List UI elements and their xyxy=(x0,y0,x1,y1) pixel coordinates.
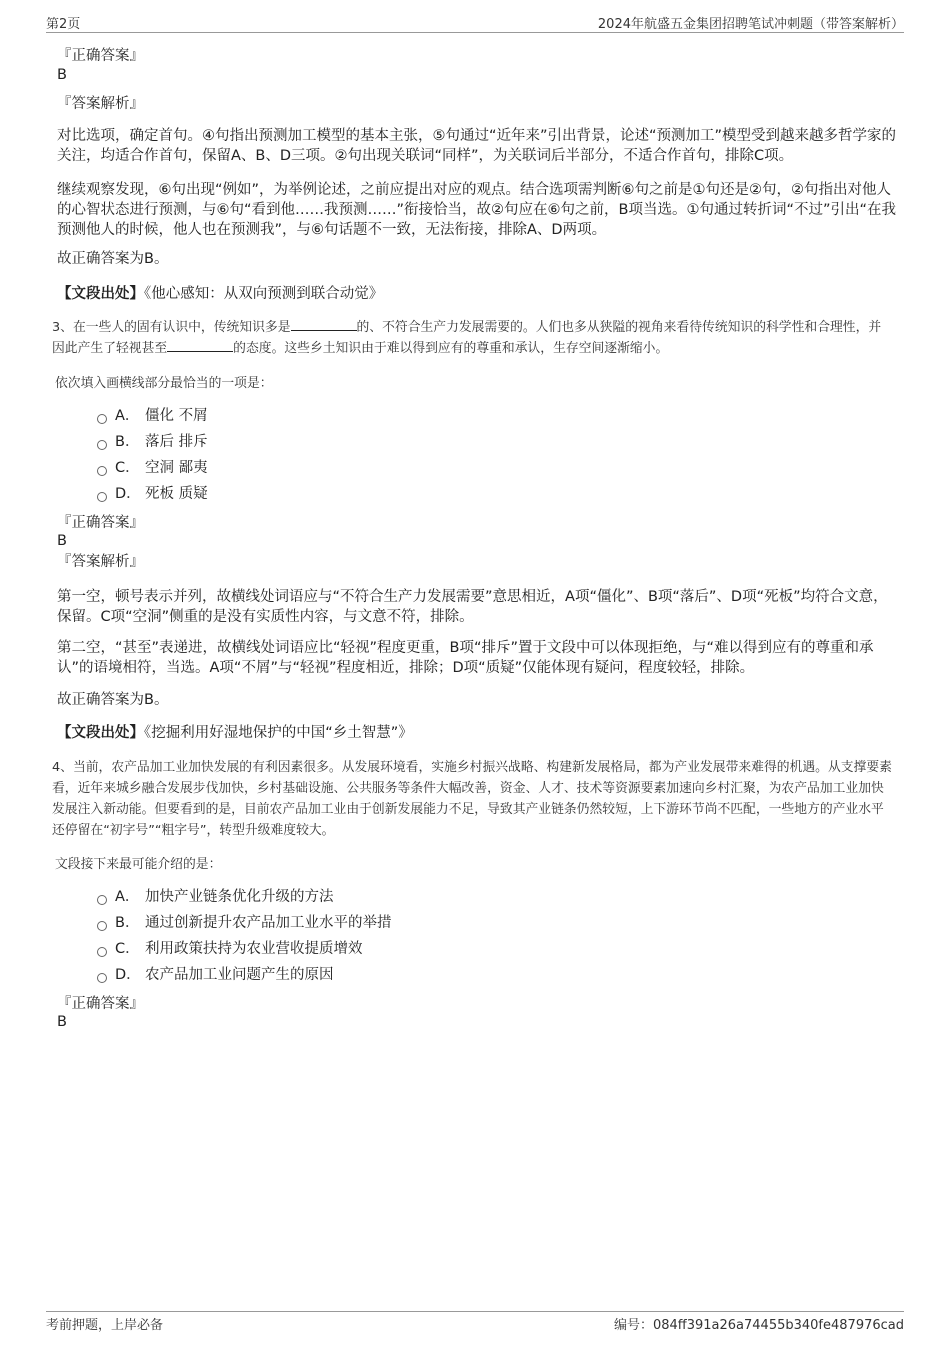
option-text: 利用政策扶持为农业营收提质增效 xyxy=(145,941,363,957)
radio-icon[interactable] xyxy=(97,895,107,905)
option-text: 通过创新提升农产品加工业水平的举措 xyxy=(145,915,392,931)
radio-icon[interactable] xyxy=(97,440,107,450)
option-b[interactable]: B． 通过创新提升农产品加工业水平的举措 xyxy=(97,914,392,932)
source-title: 《挖掘利用好湿地保护的中国“乡土智慧”》 xyxy=(144,725,413,741)
option-d[interactable]: D． 死板 质疑 xyxy=(97,485,208,503)
answer-label: 『正确答案』 xyxy=(57,48,144,64)
answer-value: B xyxy=(57,67,67,83)
page-number: 第2页 xyxy=(46,17,81,32)
question-text-part: 3、在一些人的固有认识中，传统知识多是 xyxy=(52,320,291,335)
document-id: 编号：084ff391a26a74455b340fe487976cad xyxy=(613,1318,904,1333)
footer-divider xyxy=(46,1311,904,1312)
source-label: 【文段出处】 xyxy=(57,286,144,302)
option-c[interactable]: C． 空洞 鄙夷 xyxy=(97,459,208,477)
source-label: 【文段出处】 xyxy=(57,725,144,741)
radio-icon[interactable] xyxy=(97,492,107,502)
analysis-paragraph: 对比选项，确定首句。④句指出预测加工模型的基本主张，⑤句通过“近年来”引出背景，论述“预测加工”模型受到越来越多哲学家的关注，均适合作首句，保留A、B、D三项。②句出现关联词“同样”，为关联词后半部分，不适合作首句，排除C项。 xyxy=(57,128,897,164)
fill-blank-1 xyxy=(291,318,357,331)
header-divider xyxy=(46,32,904,33)
question-prompt: 文段接下来最可能介绍的是： xyxy=(55,857,222,872)
question-prompt: 依次填入画横线部分最恰当的一项是： xyxy=(55,376,273,391)
fill-blank-2 xyxy=(167,339,233,352)
radio-icon[interactable] xyxy=(97,921,107,931)
option-d[interactable]: D． 农产品加工业问题产生的原因 xyxy=(97,966,334,984)
answer-label: 『正确答案』 xyxy=(57,515,144,531)
option-text: 空洞 鄙夷 xyxy=(145,460,208,476)
document-title: 2024年航盛五金集团招聘笔试冲刺题（带答案解析） xyxy=(597,17,904,32)
question-4-text: 4、当前，农产品加工业加快发展的有利因素很多。从发展环境看，实施乡村振兴战略、构建新发展格局，都为产业发展带来难得的机遇。从支撑要素看，近年来城乡融合发展步伐加快，乡村基础设施、公共服务等条件大幅改善，资金、人才、技术等资源要素加速向乡村汇聚，为农产品加工业加快发展注入新动能。但要看到的是，目前农产品加工业由于创新发展能力不足，导致其产业链条仍然较短，上下游环节尚不匹配，一些地方的产业水平还停留在“初字号”“粗字号”，转型升级难度较大。 xyxy=(52,760,892,838)
radio-icon[interactable] xyxy=(97,947,107,957)
analysis-paragraph: 继续观察发现，⑥句出现“例如”，为举例论述，之前应提出对应的观点。结合选项需判断⑥句之前是①句还是②句，②句指出对他人的心智状态进行预测，与⑥句“看到他……我预测……”衔接恰当，故②句应在⑥句之前，B项当选。①句通过转折词“不过”引出“在我预测他人的时候，他人也在预测我”，与⑥句话题不一致，无法衔接，排除A、D两项。 xyxy=(57,182,896,238)
radio-icon[interactable] xyxy=(97,414,107,424)
option-text: 农产品加工业问题产生的原因 xyxy=(145,967,334,983)
analysis-label: 『答案解析』 xyxy=(57,554,144,570)
analysis-conclusion: 故正确答案为B。 xyxy=(57,692,169,708)
analysis-paragraph: 第二空，“甚至”表递进，故横线处词语应比“轻视”程度更重，B项“排斥”置于文段中可以体现拒绝，与“难以得到应有的尊重和承认”的语境相符，当选。A项“不屑”与“轻视”程度相近，排除；D项“质疑”仅能体现有疑问，程度较轻，排除。 xyxy=(57,640,874,676)
source-citation xyxy=(57,284,897,304)
question-3-text xyxy=(52,317,892,359)
analysis-conclusion: 故正确答案为B。 xyxy=(57,251,169,267)
answer-value: B xyxy=(57,533,67,549)
radio-icon[interactable] xyxy=(97,973,107,983)
radio-icon[interactable] xyxy=(97,466,107,476)
analysis-paragraph: 第一空，顿号表示并列，故横线处词语应与“不符合生产力发展需要”意思相近，A项“僵化”、B项“落后”、D项“死板”均符合文意，保留。C项“空洞”侧重的是没有实质性内容，与文意不符，排除。 xyxy=(57,589,888,625)
answer-label: 『正确答案』 xyxy=(57,996,144,1012)
answer-value: B xyxy=(57,1014,67,1030)
option-a[interactable]: A． 僵化 不屑 xyxy=(97,407,208,425)
option-b[interactable]: B． 落后 排斥 xyxy=(97,433,208,451)
option-text: 加快产业链条优化升级的方法 xyxy=(145,889,334,905)
option-c[interactable]: C． 利用政策扶持为农业营收提质增效 xyxy=(97,940,363,958)
question-text-part: 的、不符合生产力发展需要的。人们也多从狭隘的视角来看待传统知识的科学性和合理性，并因此产生了轻视甚至 xyxy=(52,320,882,356)
footer-slogan: 考前押题，上岸必备 xyxy=(46,1318,164,1333)
source-citation xyxy=(57,723,897,743)
source-title: 《他心感知：从双向预测到联合动觉》 xyxy=(144,286,384,302)
analysis-label: 『答案解析』 xyxy=(57,96,144,112)
question-text-part: 的态度。这些乡土知识由于难以得到应有的尊重和承认，生存空间逐渐缩小。 xyxy=(233,341,669,356)
option-text: 死板 质疑 xyxy=(145,486,208,502)
option-text: 僵化 不屑 xyxy=(145,408,208,424)
option-text: 落后 排斥 xyxy=(145,434,208,450)
option-a[interactable]: A． 加快产业链条优化升级的方法 xyxy=(97,888,334,906)
